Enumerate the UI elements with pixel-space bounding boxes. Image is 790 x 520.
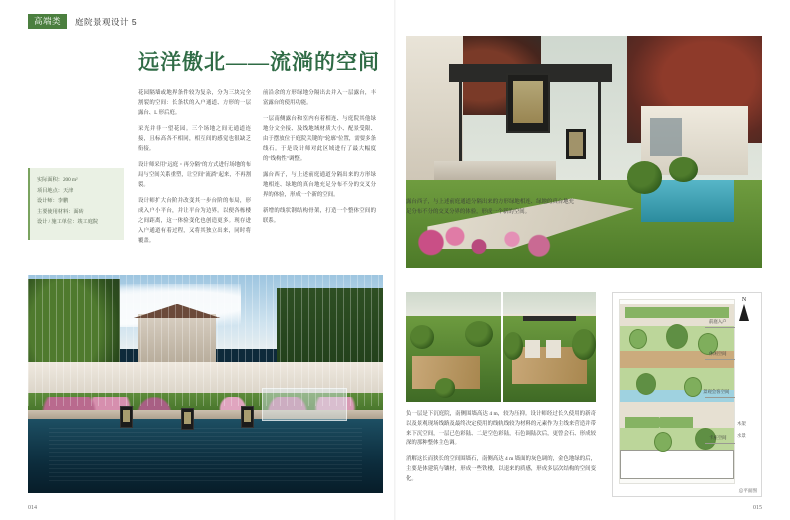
info-row: 实际面积：200 m² bbox=[37, 177, 78, 183]
paragraph: 负一层是下沉庭院，南侧围墙高达 4 m，较为压抑。设计师经过长久使用的新奇以及景观现场线路及最终决定使用的线轨线较为材料的元素作为主线来营造并带来下沉空间，一层已色彩陆、二是空色彩陆，石色调陆次后，更曾会石、形成较深的那种整体主色调。 bbox=[406, 411, 596, 447]
photo-chair bbox=[525, 340, 540, 358]
category-badge: 高端类 bbox=[28, 14, 67, 29]
plan-label: 前庭入户 bbox=[709, 319, 727, 324]
photo-lantern bbox=[120, 406, 133, 428]
paragraph: 前沿余的方形绿地分隔出去并入一层露台，丰富露台的使用功能。 bbox=[263, 90, 376, 106]
photo-garden-aerial bbox=[406, 292, 501, 402]
plan-caption: 总平面图 bbox=[738, 488, 757, 493]
plan-label: 景观会客空间 bbox=[703, 389, 730, 394]
plan-label: 木架 bbox=[737, 421, 746, 426]
photo-chair bbox=[546, 340, 561, 358]
body-column-1 bbox=[138, 88, 251, 253]
plan-leader-line bbox=[705, 397, 735, 398]
folio-right: 015 bbox=[753, 505, 762, 511]
section-label: 庭院景观设计 5 bbox=[75, 16, 138, 27]
photo-lantern bbox=[181, 408, 194, 430]
photo-pergola-post bbox=[598, 78, 601, 185]
info-row: 项目地点：天津 bbox=[37, 187, 74, 194]
photo-lantern bbox=[241, 406, 254, 428]
paragraph: 设计师采用"远庭・再分隔"的方式进行场地的布局与空间关系重塑，让空间"流淌"起来，不再割裂。 bbox=[138, 162, 251, 188]
photo-wall-left bbox=[406, 36, 463, 180]
paragraph: 一层南侧露台和室内有着相连、与庭院其他绿地分文全接、及线地域材质大小、配景受限、由于摆放位于庭院关键的"轮廓"位置，需要多条线石。于是设计师对此区域进行了最大幅度的"线构性"调整。 bbox=[263, 116, 376, 162]
article-title: 远洋傲北——流淌的空间 bbox=[138, 50, 380, 74]
info-row: 设计 / 施工单位：竣工庭院 bbox=[37, 219, 99, 226]
article-body bbox=[138, 88, 383, 253]
plan-label: 休闲空间 bbox=[709, 351, 727, 356]
photo-water-reflection bbox=[49, 428, 361, 485]
plan-label: 卡座空间 bbox=[709, 435, 727, 440]
paragraph: 消解这长而狭长的空间围墙石，南侧高达 4 m 墙面的灰色调的，金色地绿的后，主要是体建筑与镶材，形成一些铁楼，以退来的质感，形成多层次结构的空间变化。 bbox=[406, 456, 596, 482]
plan-shrub-row bbox=[625, 307, 730, 318]
photo-seating-area bbox=[503, 292, 596, 402]
photo-terrace-garden bbox=[406, 36, 762, 268]
photo-hanging-lantern bbox=[566, 129, 586, 159]
photo-shrub bbox=[627, 161, 663, 193]
photo-shrub bbox=[435, 378, 456, 398]
photo-hanging-lantern bbox=[506, 73, 550, 133]
plan-leader-line bbox=[705, 359, 735, 360]
paragraph: 设计师扩大台阶并改变其一步台阶的布局，形成入户小平台，并让平台为边界。以便各栋楼之间距离，这一体验变化也创造更多。现存进入户通道有着过程，又将其独立出来，同时将覆盖。 bbox=[138, 198, 251, 244]
paragraph: 采光并非一望花园。三个场地之间无通道连接，且标高各不相同，相互间的感觉也很缺乏衔接。 bbox=[138, 126, 251, 152]
plan-leader-line bbox=[705, 327, 735, 328]
paragraph: 露台西子，与上述前庭通道分隔出来的方形绿地相连、绿地的真台地充足分布不分的交叉分界的体验，形成一个新的空间。 bbox=[263, 172, 376, 198]
north-arrow bbox=[735, 297, 753, 327]
right-mid-text bbox=[406, 198, 574, 224]
page-header bbox=[28, 14, 137, 29]
photo-reflecting-pool bbox=[28, 275, 383, 493]
plan-leader-line bbox=[705, 443, 735, 444]
plan-building bbox=[620, 450, 734, 479]
photo-flower-bed bbox=[413, 222, 563, 264]
photo-bamboo-screen bbox=[28, 275, 383, 406]
info-row: 设计师：李鹏 bbox=[37, 198, 69, 205]
info-row: 主要使用材料：面砖 bbox=[37, 208, 84, 215]
photo-canopy bbox=[523, 316, 575, 320]
site-plan bbox=[612, 292, 762, 497]
plan-tree bbox=[684, 377, 702, 397]
folio-left: 014 bbox=[28, 505, 37, 511]
plan-shrub-row bbox=[625, 417, 693, 428]
photo-shrub bbox=[669, 157, 697, 183]
page-gutter bbox=[394, 0, 396, 520]
project-info-box bbox=[28, 168, 124, 240]
photo-shrub bbox=[572, 329, 596, 360]
body-column-2 bbox=[263, 88, 376, 253]
plan-label: 水景 bbox=[737, 433, 746, 438]
north-arrow-icon bbox=[739, 304, 749, 321]
north-label: N bbox=[741, 297, 747, 303]
paragraph: 新增的线状钢结构骨架，打造一个整体空间的联系。 bbox=[263, 208, 376, 224]
paragraph: 花园隔墙或地界条件较为复杂，分为三块完全割裂的空间：长条状的入户通道、方形的一层露台、L 形后庭。 bbox=[138, 90, 251, 116]
paragraph: 露台西子，与上述前庭通道分隔出来的方形绿地相连、绿地的真台地充足分布不分的交叉分界的体验，形成一个新的空间。 bbox=[406, 199, 574, 215]
right-bottom-text bbox=[406, 410, 596, 491]
